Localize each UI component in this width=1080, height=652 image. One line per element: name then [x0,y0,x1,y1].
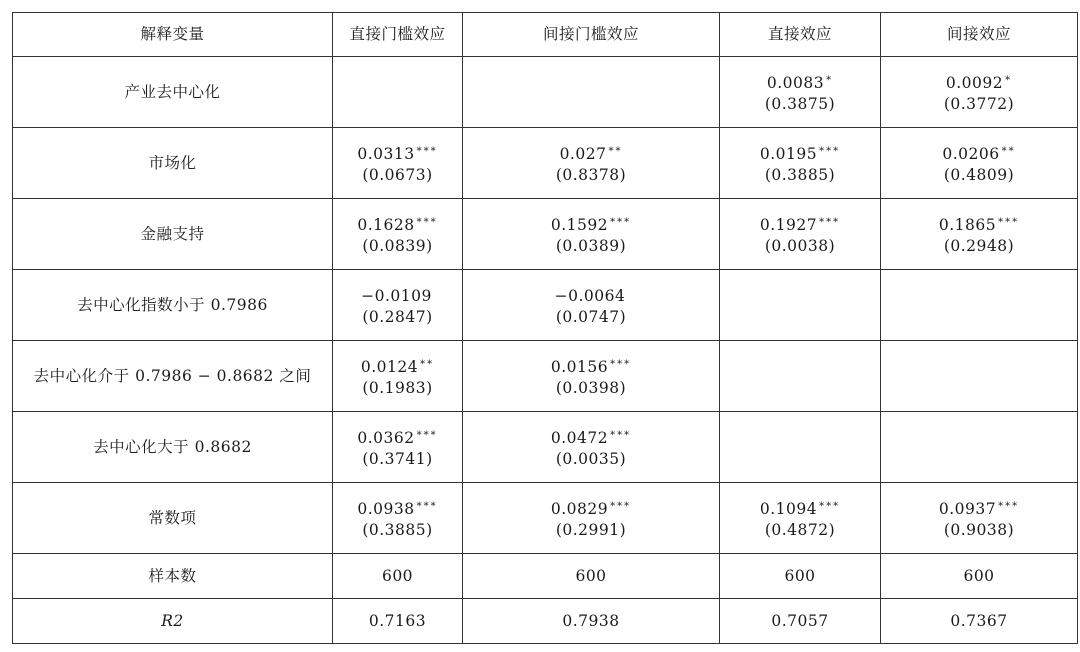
standard-error: (0.0747) [555,307,627,326]
table-row [13,341,1078,412]
coefficient: 0.0092 * [945,73,1013,92]
column-header-variable: 解释变量 [13,13,333,57]
significance-stars: *** [416,500,438,512]
row-label: 样本数 [13,554,333,599]
significance-stars: *** [819,145,841,157]
column-header-direct-threshold: 直接门槛效应 [333,13,463,57]
table-cell [881,199,1078,270]
r-squared-row [13,599,1078,644]
standard-error: (0.0398) [555,378,627,397]
significance-stars: *** [610,429,632,441]
standard-error: (0.3875) [764,94,836,113]
table-cell [333,57,463,128]
table-cell [720,199,881,270]
coefficient: 0.1628 *** [357,215,438,234]
table-row [13,270,1078,341]
header-row [13,13,1078,57]
standard-error: (0.9038) [943,520,1015,539]
standard-error: (0.3772) [943,94,1015,113]
significance-stars: ** [608,145,623,157]
row-label: 去中心化指数小于 0.7986 [13,270,333,341]
significance-stars: ** [1001,145,1016,157]
table-cell [463,483,720,554]
table-cell [881,270,1078,341]
standard-error: (0.0839) [362,236,433,255]
standard-error: (0.3741) [362,449,433,468]
table-cell: 600 [881,554,1078,599]
coefficient: −0.0064 [554,286,626,305]
sample-size-row [13,554,1078,599]
table-row [13,412,1078,483]
coefficient: 0.1927 *** [759,215,841,234]
standard-error: (0.4809) [943,165,1015,184]
coefficient: 0.0362 *** [357,428,438,447]
table-cell [720,57,881,128]
table-cell: 600 [463,554,720,599]
table-cell [333,199,463,270]
significance-stars: *** [998,216,1020,228]
coefficient: 0.0472 *** [550,428,632,447]
significance-stars: *** [998,500,1020,512]
row-label: 产业去中心化 [13,57,333,128]
column-header-indirect-threshold: 间接门槛效应 [463,13,720,57]
table-cell [881,57,1078,128]
table-cell [881,483,1078,554]
row-label: 常数项 [13,483,333,554]
table-cell: 0.7367 [881,599,1078,644]
standard-error: (0.2948) [943,236,1015,255]
coefficient: 0.0313 *** [357,144,438,163]
significance-stars: *** [610,358,632,370]
table-cell: 0.7938 [463,599,720,644]
significance-stars: *** [610,500,632,512]
standard-error: (0.8378) [555,165,627,184]
coefficient: 0.0124 ** [360,357,435,376]
standard-error: (0.1983) [362,378,433,397]
significance-stars: *** [610,216,632,228]
table-cell [463,128,720,199]
row-label: 市场化 [13,128,333,199]
table-cell [463,412,720,483]
table-cell [720,270,881,341]
column-header-indirect-effect: 间接效应 [881,13,1078,57]
standard-error: (0.0038) [764,236,836,255]
table-cell: 600 [720,554,881,599]
standard-error: (0.0035) [555,449,627,468]
table-cell [463,341,720,412]
table-cell [881,128,1078,199]
significance-stars: *** [819,500,841,512]
standard-error: (0.0673) [362,165,433,184]
significance-stars: * [1005,74,1013,86]
table-cell [881,412,1078,483]
row-label: 金融支持 [13,199,333,270]
standard-error: (0.0389) [555,236,627,255]
coefficient: 0.0083 * [766,73,834,92]
table-cell: 600 [333,554,463,599]
table-cell [881,341,1078,412]
table-cell: 0.7057 [720,599,881,644]
significance-stars: *** [416,429,438,441]
table-cell [720,483,881,554]
table-cell [720,412,881,483]
table-row [13,483,1078,554]
significance-stars: ** [420,358,435,370]
regression-table [12,12,1078,644]
table-cell [333,270,463,341]
table-cell [463,57,720,128]
coefficient: −0.0109 [361,286,432,305]
standard-error: (0.2991) [555,520,627,539]
standard-error: (0.2847) [362,307,433,326]
row-label: 去中心化大于 0.8682 [13,412,333,483]
table-cell [333,412,463,483]
coefficient: 0.1592 *** [550,215,632,234]
table-cell [333,128,463,199]
standard-error: (0.3885) [362,520,433,539]
row-label: 去中心化介于 0.7986 − 0.8682 之间 [13,341,333,412]
table-row [13,128,1078,199]
table-cell [720,128,881,199]
coefficient: 0.0937 *** [938,499,1020,518]
coefficient: 0.0195 *** [759,144,841,163]
table-row [13,199,1078,270]
table-cell [463,270,720,341]
column-header-direct-effect: 直接效应 [720,13,881,57]
table-cell [333,341,463,412]
table-cell [333,483,463,554]
table-cell [720,341,881,412]
table-cell: 0.7163 [333,599,463,644]
table-row [13,57,1078,128]
significance-stars: * [826,74,834,86]
coefficient: 0.1094 *** [759,499,841,518]
coefficient: 0.0156 *** [550,357,632,376]
coefficient: 0.0829 *** [550,499,632,518]
significance-stars: *** [819,216,841,228]
standard-error: (0.3885) [764,165,836,184]
row-label: R2 [13,599,333,644]
significance-stars: *** [416,216,438,228]
coefficient: 0.1865 *** [938,215,1020,234]
standard-error: (0.4872) [764,520,836,539]
coefficient: 0.0206 ** [942,144,1016,163]
coefficient: 0.027 ** [559,144,623,163]
significance-stars: *** [416,145,438,157]
table-cell [463,199,720,270]
table-body [13,57,1078,644]
coefficient: 0.0938 *** [357,499,438,518]
